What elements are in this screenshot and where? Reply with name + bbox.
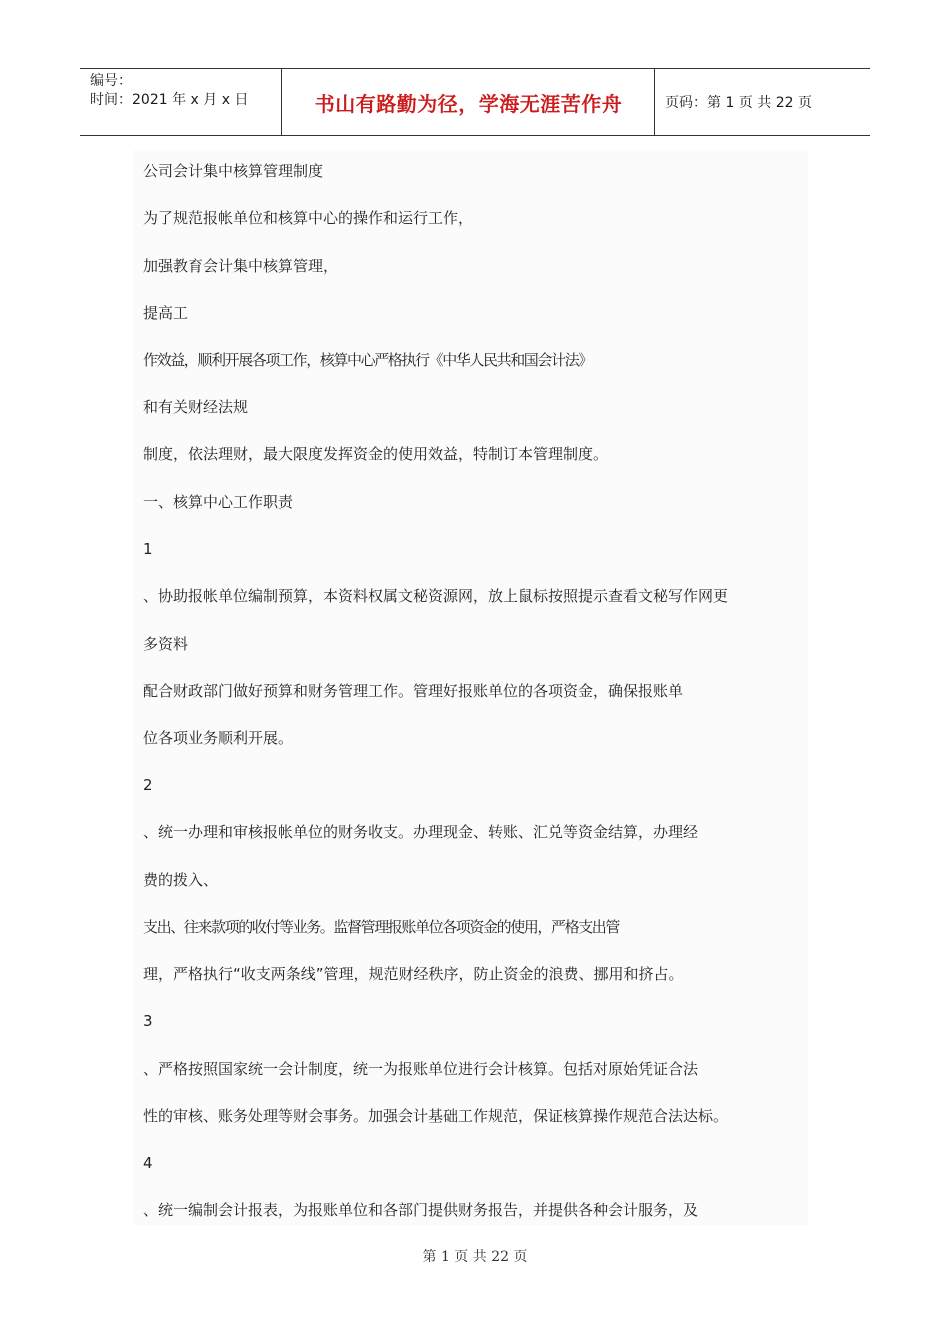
header-motto: 书山有路勤为径，学海无涯苦作舟	[314, 91, 623, 116]
body-line: 提高工	[143, 304, 189, 322]
body-line: 费的拨入、	[143, 871, 219, 889]
item-number: 4	[143, 1154, 153, 1172]
body-line: 性的审核、账务处理等财会事务。加强会计基础工作规范，保证核算操作规范合法达标。	[143, 1107, 729, 1125]
page-header	[80, 68, 870, 136]
body-line: 配合财政部门做好预算和财务管理工作。管理好报账单位的各项资金，确保报账单	[143, 682, 684, 700]
item-number: 1	[143, 540, 153, 558]
body-line: 作效益，顺利开展各项工作，核算中心严格执行《中华人民共和国会计法》	[143, 351, 592, 369]
header-divider-right	[654, 69, 655, 135]
document-title: 公司会计集中核算管理制度	[143, 162, 324, 180]
section-heading: 一、核算中心工作职责	[143, 493, 294, 511]
body-line: 位各项业务顺利开展。	[143, 729, 294, 747]
body-line: 、统一编制会计报表，为报账单位和各部门提供财务报告，并提供各种会计服务，及	[143, 1201, 699, 1219]
body-line: 、统一办理和审核报帐单位的财务收支。办理现金、转账、汇兑等资金结算，办理经	[143, 823, 699, 841]
body-line: 加强教育会计集中核算管理，	[143, 257, 339, 275]
body-line: 、严格按照国家统一会计制度，统一为报账单位进行会计核算。包括对原始凭证合法	[143, 1060, 699, 1078]
body-line: 制度，依法理财，最大限度发挥资金的使用效益，特制订本管理制度。	[143, 445, 609, 463]
header-page-label: 页码：第 1 页 共 22 页	[665, 95, 812, 111]
header-meta	[90, 72, 248, 110]
header-date-label: 时间：2021 年 x 月 x 日	[90, 92, 249, 108]
body-line: 多资料	[143, 635, 189, 653]
body-line: 理，严格执行“收支两条线”管理，规范财经秩序，防止资金的浪费、挪用和挤占。	[143, 965, 684, 983]
body-line: 、协助报帐单位编制预算，本资料权属文秘资源网，放上鼠标按照提示查看文秘写作网更	[143, 587, 729, 605]
header-divider-left	[281, 69, 282, 135]
page-footer: 第 1 页 共 22 页	[422, 1249, 528, 1265]
body-line: 支出、往来款项的收付等业务。监督管理报账单位各项资金的使用，严格支出管	[143, 918, 620, 936]
item-number: 2	[143, 776, 153, 794]
body-line: 为了规范报帐单位和核算中心的操作和运行工作，	[143, 209, 474, 227]
item-number: 3	[143, 1012, 153, 1030]
body-line: 和有关财经法规	[143, 398, 249, 416]
header-number-label: 编号：	[90, 73, 132, 89]
